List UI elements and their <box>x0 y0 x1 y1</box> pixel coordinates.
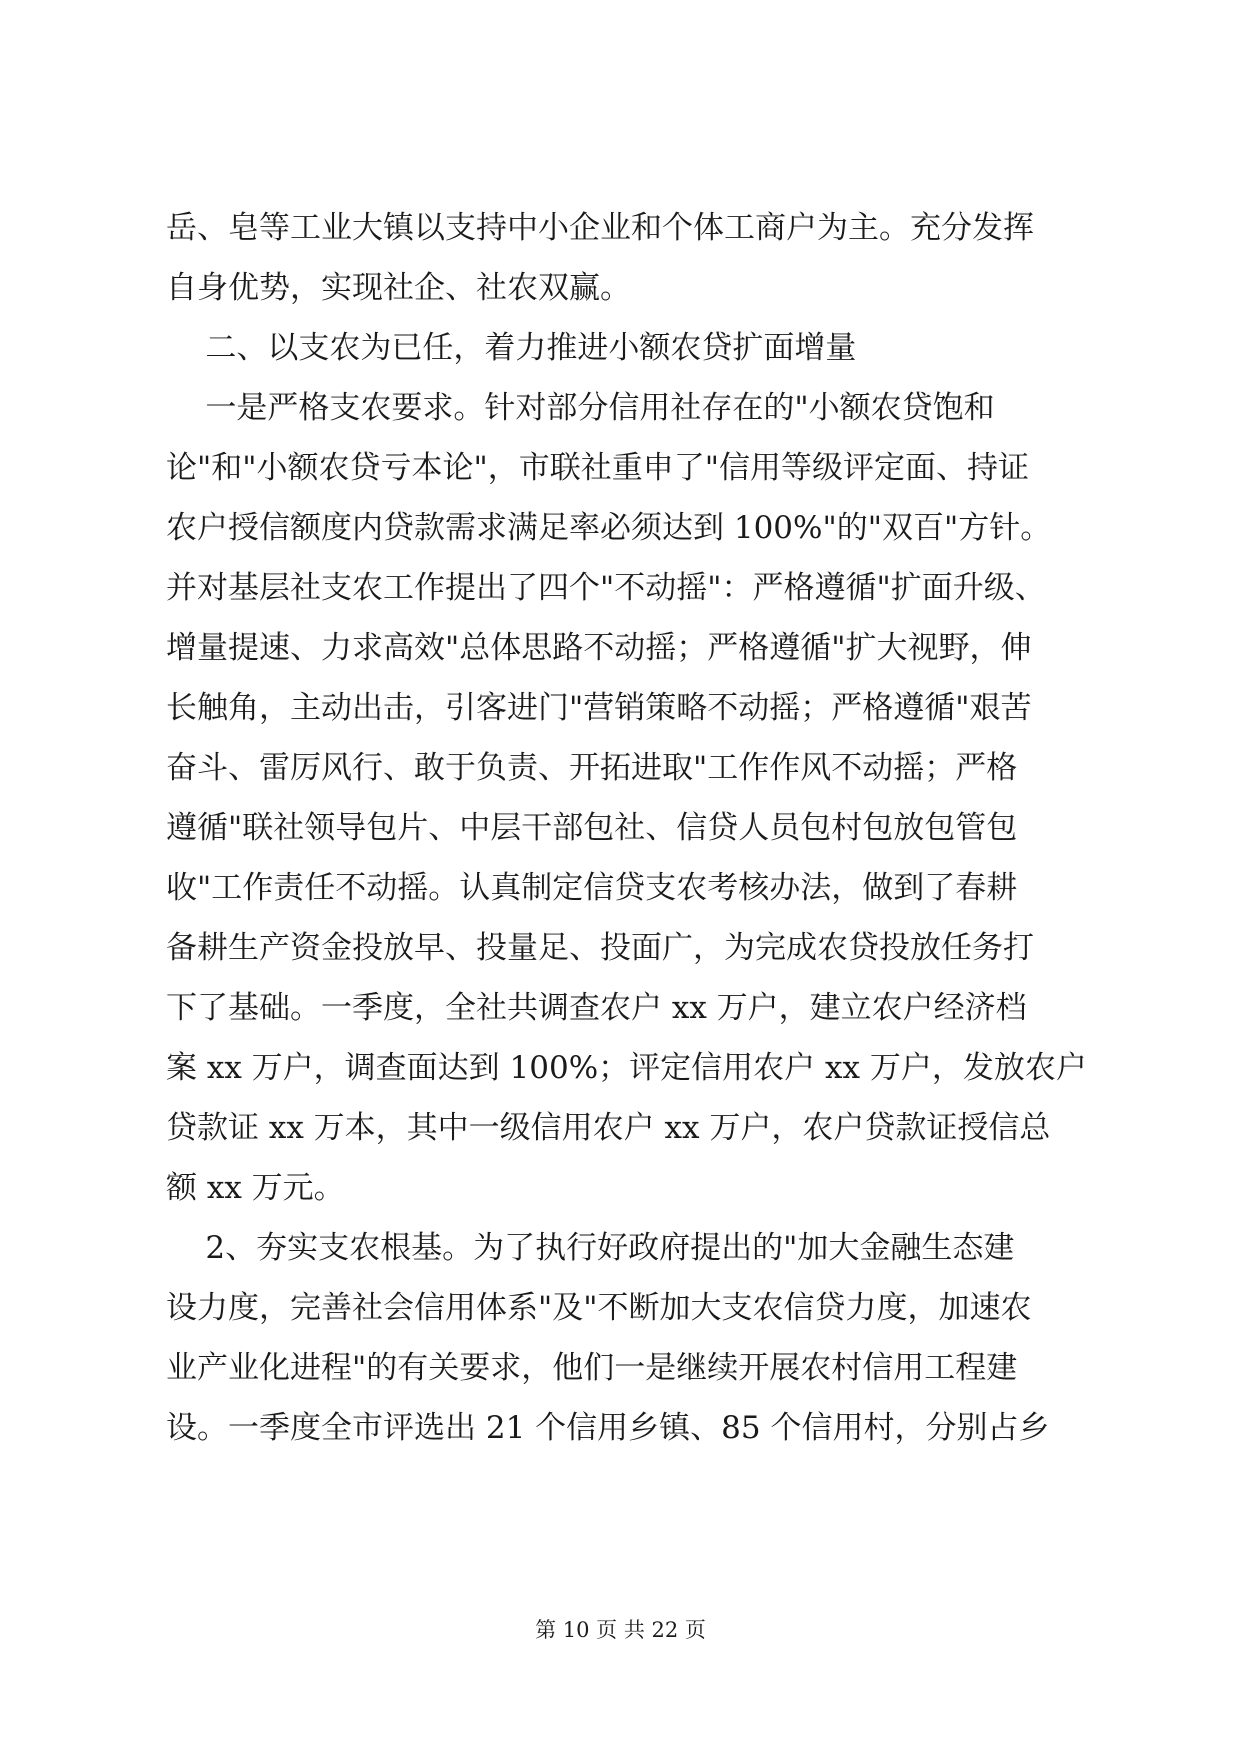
text-line: 岳、皂等工业大镇以支持中小企业和个体工商户为主。充分发挥 <box>166 210 1034 246</box>
text-line: 设。一季度全市评选出 21 个信用乡镇、85 个信用村，分别占乡 <box>166 1410 1050 1446</box>
text-line: 增量提速、力求高效"总体思路不动摇；严格遵循"扩大视野，伸 <box>166 630 1032 666</box>
text-line: 长触角，主动出击，引客进门"营销策略不动摇；严格遵循"艰苦 <box>166 690 1032 726</box>
section-heading: 二、以支农为已任，着力推进小额农贷扩面增量 <box>166 330 857 366</box>
text-line: 农户授信额度内贷款需求满足率必须达到 100%"的"双百"方针。 <box>166 510 1052 546</box>
text-line: 一是严格支农要求。针对部分信用社存在的"小额农贷饱和 <box>166 390 995 426</box>
text-line: 2、夯实支农根基。为了执行好政府提出的"加大金融生态建 <box>166 1230 1015 1266</box>
page-number-footer: 第 10 页 共 22 页 <box>535 1618 706 1642</box>
text-line: 下了基础。一季度，全社共调查农户 xx 万户，建立农户经济档 <box>166 990 1027 1026</box>
text-line: 自身优势，实现社企、社农双赢。 <box>166 270 631 306</box>
text-line: 遵循"联社领导包片、中层干部包社、信贷人员包村包放包管包 <box>166 810 1018 846</box>
text-line: 并对基层社支农工作提出了四个"不动摇"：严格遵循"扩面升级、 <box>166 570 1046 606</box>
text-line: 备耕生产资金投放早、投量足、投面广，为完成农贷投放任务打 <box>166 930 1034 966</box>
text-line: 收"工作责任不动摇。认真制定信贷支农考核办法，做到了春耕 <box>166 870 1018 906</box>
text-line: 贷款证 xx 万本，其中一级信用农户 xx 万户，农户贷款证授信总 <box>166 1110 1051 1146</box>
text-line: 业产业化进程"的有关要求，他们一是继续开展农村信用工程建 <box>166 1350 1018 1386</box>
text-line: 案 xx 万户，调查面达到 100%；评定信用农户 xx 万户，发放农户 <box>166 1050 1087 1086</box>
text-line: 奋斗、雷厉风行、敢于负责、开拓进取"工作作风不动摇；严格 <box>166 750 1018 786</box>
text-line: 额 xx 万元。 <box>166 1170 345 1206</box>
text-line: 论"和"小额农贷亏本论"，市联社重申了"信用等级评定面、持证 <box>166 450 1030 486</box>
text-line: 设力度，完善社会信用体系"及"不断加大支农信贷力度，加速农 <box>166 1290 1032 1326</box>
